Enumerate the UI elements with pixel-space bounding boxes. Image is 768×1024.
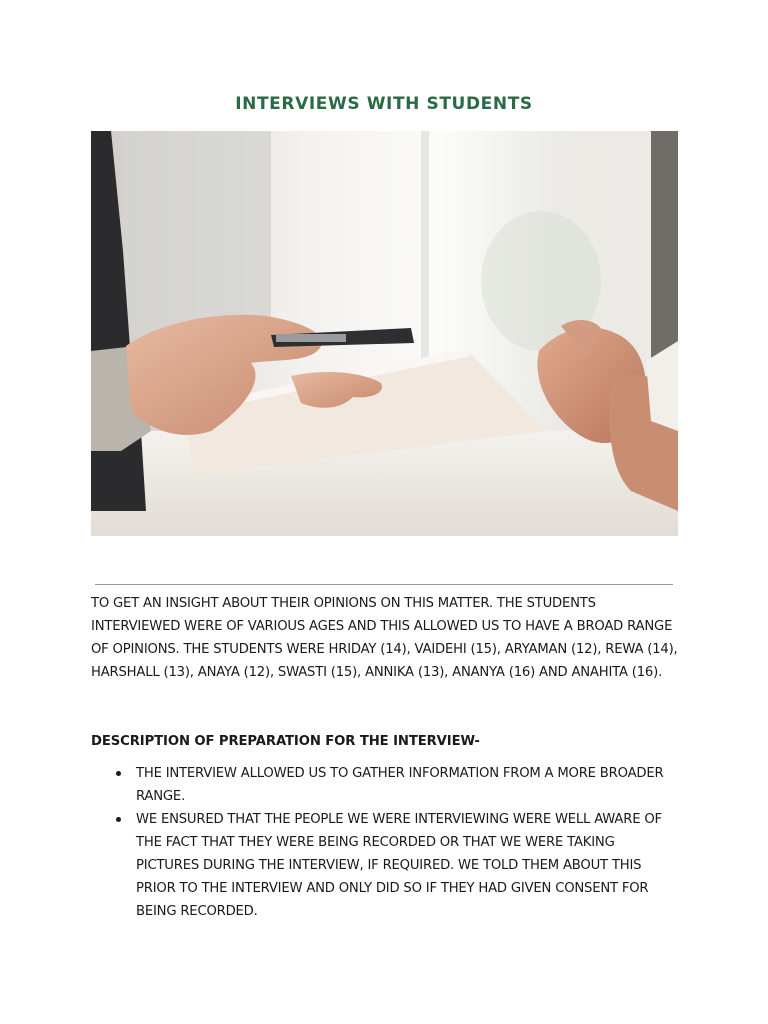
- list-item: [91, 762, 681, 808]
- intro-paragraph: TO GET AN INSIGHT ABOUT THEIR OPINIONS ON THIS MATTER. THE STUDENTS INTERVIEWED WERE OF VARIOUS AGES AND THIS ALLOWED US TO HAVE A BROAD RANGE OF OPINIONS. THE STUDENTS WERE HRIDAY (14), VAIDEHI (15), ARYAMAN (12), REWA (14), HARSHALL (13), ANAYA (12), SWASTI (15), ANNIKA (13), ANANYA (16) AND ANAHITA (16).: [91, 596, 678, 680]
- list-item: [91, 808, 681, 923]
- page-title: INTERVIEWS WITH STUDENTS: [235, 94, 533, 114]
- horizontal-divider: [95, 584, 673, 585]
- preparation-list: [91, 762, 681, 923]
- list-item-text: THE INTERVIEW ALLOWED US TO GATHER INFORMATION FROM A MORE BROADER RANGE.: [136, 766, 664, 804]
- interview-photo: [91, 131, 678, 536]
- list-item-text: WE ENSURED THAT THE PEOPLE WE WERE INTERVIEWING WERE WELL AWARE OF THE FACT THAT THEY WERE BEING RECORDED OR THAT WE WERE TAKING PICTURES DURING THE INTERVIEW, IF REQUIRED. WE TOLD THEM ABOUT THIS PRIOR TO THE INTERVIEW AND ONLY DID SO IF THEY HAD GIVEN CONSENT FOR BEING RECORDED.: [136, 812, 662, 919]
- section-heading: DESCRIPTION OF PREPARATION FOR THE INTERVIEW-: [91, 734, 480, 749]
- bullet-icon: [116, 817, 121, 822]
- bullet-icon: [116, 771, 121, 776]
